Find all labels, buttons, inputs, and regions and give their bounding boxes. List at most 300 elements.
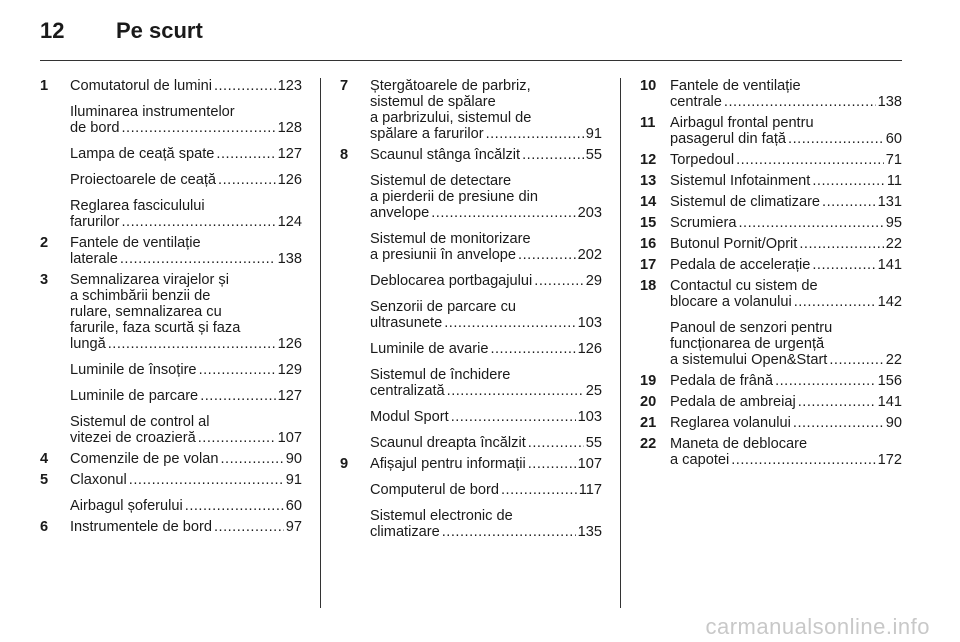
entry-body	[670, 236, 902, 252]
page-reference: 203	[577, 205, 602, 221]
entry-number	[40, 362, 70, 378]
index-entry	[40, 451, 302, 467]
page-reference: 55	[585, 147, 602, 163]
dot-leader	[122, 120, 276, 136]
index-entry	[40, 498, 302, 514]
entry-body	[70, 235, 302, 267]
entry-number: 16	[640, 236, 657, 252]
entry-body	[70, 414, 302, 446]
page-reference: 22	[885, 236, 902, 252]
dot-leader	[198, 430, 276, 446]
entry-number: 21	[640, 415, 657, 431]
entry-number	[40, 172, 70, 188]
entry-last-line	[670, 373, 902, 389]
page-reference: 126	[277, 172, 302, 188]
index-entry	[640, 394, 902, 410]
page-header	[40, 18, 203, 48]
dot-leader	[528, 456, 576, 472]
page-reference: 60	[285, 498, 302, 514]
entry-text-line: ultrasunete	[370, 315, 443, 331]
dot-leader	[214, 519, 284, 535]
entry-text-line: centrale	[670, 94, 722, 110]
index-entry	[640, 78, 902, 110]
page-reference: 22	[885, 352, 902, 368]
entry-number: 13	[640, 173, 657, 189]
index-entry	[340, 409, 602, 425]
entry-text-line: anvelope	[370, 205, 430, 221]
index-entry	[640, 152, 902, 168]
entry-number: 3	[40, 272, 49, 288]
index-entry	[40, 272, 302, 352]
entry-text-line: Airbagul șoferului	[70, 498, 183, 514]
page-reference: 71	[885, 152, 902, 168]
entry-text-line: Sistemul de detectare	[370, 173, 512, 189]
entry-text-line: Reglarea fasciculului	[70, 198, 205, 214]
index-entry	[340, 147, 602, 163]
entry-last-line	[670, 294, 902, 310]
entry-body	[370, 147, 602, 163]
entry-number	[340, 173, 370, 221]
entry-number: 8	[340, 147, 349, 163]
entry-text-line: Reglarea volanului	[670, 415, 791, 431]
entry-number	[640, 320, 670, 368]
entry-number: 12	[640, 152, 657, 168]
page-reference: 60	[885, 131, 902, 147]
page-reference: 91	[285, 472, 302, 488]
dot-leader	[214, 78, 276, 94]
entry-body	[670, 320, 902, 368]
index-entry	[340, 456, 602, 472]
entry-text-line: farurile, faza scurtă și faza	[70, 320, 241, 336]
entry-number: 14	[640, 194, 657, 210]
page-reference: 107	[577, 456, 602, 472]
page-reference: 156	[877, 373, 902, 389]
entry-text-line: Comenzile de pe volan	[70, 451, 219, 467]
index-entry	[40, 388, 302, 404]
page-reference: 141	[877, 394, 902, 410]
entry-text-line: vitezei de croazieră	[70, 430, 196, 446]
entry-number	[340, 231, 370, 263]
entry-last-line	[370, 341, 602, 357]
entry-text-line: a capotei	[670, 452, 730, 468]
dot-leader	[812, 173, 885, 189]
entry-last-line	[70, 172, 302, 188]
entry-last-line	[370, 273, 602, 289]
entry-body	[70, 519, 302, 535]
page-reference: 29	[585, 273, 602, 289]
entry-number	[340, 482, 370, 498]
entry-text-line: Luminile de însoțire	[70, 362, 197, 378]
dot-leader	[486, 126, 584, 142]
entry-body	[70, 498, 302, 514]
dot-leader	[775, 373, 876, 389]
index-entry	[40, 104, 302, 136]
entry-text-line: Iluminarea instrumentelor	[70, 104, 235, 120]
index-entry	[640, 215, 902, 231]
dot-leader	[501, 482, 577, 498]
page-title: Pe scurt	[116, 18, 203, 43]
index-entry	[640, 373, 902, 389]
entry-number	[340, 435, 370, 451]
page-reference: 25	[585, 383, 602, 399]
dot-leader	[794, 294, 876, 310]
entry-body	[370, 482, 602, 498]
index-entry	[40, 235, 302, 267]
page-reference: 138	[877, 94, 902, 110]
page-reference: 202	[577, 247, 602, 263]
entry-last-line	[370, 456, 602, 472]
entry-body	[670, 78, 902, 110]
index-entry	[340, 299, 602, 331]
entry-text-line: Panoul de senzori pentru	[670, 320, 833, 336]
entry-text-line: Scaunul stânga încălzit	[370, 147, 521, 163]
entry-number: 10	[640, 78, 657, 94]
entry-text-line: Maneta de deblocare	[670, 436, 808, 452]
entry-body	[70, 104, 302, 136]
entry-text-line: a parbrizului, sistemul de	[370, 110, 532, 126]
entry-body	[670, 394, 902, 410]
entry-text-line: Computerul de bord	[370, 482, 499, 498]
index-entry	[40, 198, 302, 230]
dot-leader	[518, 247, 576, 263]
entry-text-line: Instrumentele de bord	[70, 519, 212, 535]
index-entry	[340, 78, 602, 142]
column-divider	[620, 78, 621, 608]
dot-leader	[528, 435, 584, 451]
page-reference: 126	[277, 336, 302, 352]
entry-number	[340, 341, 370, 357]
dot-leader	[812, 257, 875, 273]
entry-text-line: funcționarea de urgență	[670, 336, 825, 352]
entry-body	[70, 78, 302, 94]
entry-body	[70, 272, 302, 352]
page-reference: 127	[277, 388, 302, 404]
page-reference: 124	[277, 214, 302, 230]
entry-number: 11	[640, 115, 656, 131]
entry-body	[70, 198, 302, 230]
entry-text-line: Luminile de avarie	[370, 341, 489, 357]
index-entry	[340, 482, 602, 498]
entry-text-line: climatizare	[370, 524, 440, 540]
entry-last-line	[370, 383, 602, 399]
entry-text-line: Scrumiera	[670, 215, 737, 231]
index-entry	[640, 173, 902, 189]
entry-last-line	[670, 131, 902, 147]
entry-last-line	[370, 315, 602, 331]
entry-text-line: Claxonul	[70, 472, 127, 488]
entry-text-line: Deblocarea portbagajului	[370, 273, 533, 289]
entry-text-line: lungă	[70, 336, 106, 352]
page-reference: 97	[285, 519, 302, 535]
entry-number: 9	[340, 456, 349, 472]
entry-body	[370, 78, 602, 142]
entry-body	[370, 173, 602, 221]
entry-last-line	[670, 415, 902, 431]
entry-number: 15	[640, 215, 657, 231]
entry-text-line: Senzorii de parcare cu	[370, 299, 517, 315]
entry-number	[340, 299, 370, 331]
entry-text-line: a schimbării benzii de	[70, 288, 211, 304]
entry-body	[370, 409, 602, 425]
entry-last-line	[370, 247, 602, 263]
entry-body	[70, 362, 302, 378]
entry-text-line: de bord	[70, 120, 120, 136]
header-rule	[40, 60, 902, 61]
page-number: 12	[40, 18, 65, 43]
index-entry	[340, 341, 602, 357]
entry-last-line	[670, 94, 902, 110]
entry-last-line	[670, 452, 902, 468]
index-column-3	[640, 78, 902, 473]
entry-last-line	[70, 388, 302, 404]
index-entry	[640, 194, 902, 210]
dot-leader	[185, 498, 284, 514]
entry-number	[340, 273, 370, 289]
entry-body	[670, 115, 902, 147]
entry-text-line: Sistemul de control al	[70, 414, 210, 430]
index-entry	[340, 367, 602, 399]
entry-text-line: Torpedoul	[670, 152, 735, 168]
entry-body	[370, 435, 602, 451]
dot-leader	[736, 152, 884, 168]
page-reference: 142	[877, 294, 902, 310]
entry-number	[340, 409, 370, 425]
page-reference: 172	[877, 452, 902, 468]
entry-number	[40, 498, 70, 514]
entry-body	[370, 456, 602, 472]
page-reference: 95	[885, 215, 902, 231]
entry-text-line: centralizată	[370, 383, 445, 399]
entry-number	[340, 367, 370, 399]
entry-last-line	[370, 409, 602, 425]
entry-text-line: a pierderii de presiune din	[370, 189, 538, 205]
entry-text-line: blocare a volanului	[670, 294, 792, 310]
entry-number	[40, 198, 70, 230]
entry-number	[40, 104, 70, 136]
entry-body	[670, 278, 902, 310]
entry-last-line	[670, 194, 902, 210]
entry-body	[670, 152, 902, 168]
index-column-1	[40, 78, 302, 540]
dot-leader	[216, 146, 275, 162]
index-entry	[640, 278, 902, 310]
dot-leader	[724, 94, 876, 110]
entry-last-line	[370, 126, 602, 142]
dot-leader	[218, 172, 276, 188]
entry-text-line: Pedala de accelerație	[670, 257, 811, 273]
index-entry	[340, 273, 602, 289]
entry-last-line	[370, 147, 602, 163]
entry-last-line	[670, 173, 902, 189]
dot-leader	[799, 236, 883, 252]
entry-last-line	[370, 482, 602, 498]
entry-last-line	[70, 251, 302, 267]
index-entry	[340, 173, 602, 221]
dot-leader	[490, 341, 575, 357]
page-reference: 91	[585, 126, 602, 142]
entry-body	[70, 172, 302, 188]
entry-last-line	[670, 352, 902, 368]
page-reference: 107	[277, 430, 302, 446]
entry-last-line	[370, 205, 602, 221]
entry-last-line	[670, 257, 902, 273]
entry-text-line: Scaunul dreapta încălzit	[370, 435, 526, 451]
entry-text-line: Contactul cu sistem de	[670, 278, 818, 294]
index-entry	[640, 436, 902, 468]
dot-leader	[822, 194, 876, 210]
column-divider	[320, 78, 321, 608]
entry-number	[40, 388, 70, 404]
entry-last-line	[70, 336, 302, 352]
entry-body	[370, 273, 602, 289]
entry-number: 19	[640, 373, 657, 389]
page-reference: 55	[585, 435, 602, 451]
entry-text-line: Modul Sport	[370, 409, 449, 425]
page-reference: 127	[277, 146, 302, 162]
dot-leader	[829, 352, 883, 368]
entry-last-line	[70, 519, 302, 535]
entry-text-line: Ștergătoarele de parbriz,	[370, 78, 531, 94]
entry-last-line	[70, 362, 302, 378]
entry-body	[370, 367, 602, 399]
index-entry	[640, 115, 902, 147]
entry-text-line: pasagerul din față	[670, 131, 787, 147]
entry-body	[70, 388, 302, 404]
dot-leader	[534, 273, 584, 289]
entry-number: 5	[40, 472, 49, 488]
index-entry	[340, 435, 602, 451]
dot-leader	[798, 394, 876, 410]
index-entry	[40, 78, 302, 94]
dot-leader	[447, 383, 584, 399]
entry-text-line: Airbagul frontal pentru	[670, 115, 814, 131]
page-reference: 131	[877, 194, 902, 210]
page-reference: 103	[577, 315, 602, 331]
index-entry	[40, 414, 302, 446]
entry-body	[670, 215, 902, 231]
dot-leader	[200, 388, 275, 404]
entry-body	[670, 415, 902, 431]
entry-text-line: Sistemul electronic de	[370, 508, 513, 524]
dot-leader	[442, 524, 576, 540]
entry-text-line: Pedala de frână	[670, 373, 774, 389]
index-entry	[640, 257, 902, 273]
entry-text-line: Comutatorul de lumini	[70, 78, 212, 94]
index-entry	[40, 362, 302, 378]
entry-body	[70, 451, 302, 467]
dot-leader	[199, 362, 276, 378]
page-reference: 103	[577, 409, 602, 425]
entry-body	[670, 373, 902, 389]
entry-body	[70, 146, 302, 162]
entry-last-line	[370, 524, 602, 540]
page-reference: 90	[885, 415, 902, 431]
entry-number: 6	[40, 519, 49, 535]
entry-text-line: Pedala de ambreiaj	[670, 394, 796, 410]
entry-number: 17	[640, 257, 657, 273]
entry-number	[340, 508, 370, 540]
entry-text-line: a presiunii în anvelope	[370, 247, 517, 263]
page-reference: 129	[277, 362, 302, 378]
dot-leader	[793, 415, 884, 431]
entry-last-line	[70, 472, 302, 488]
entry-text-line: Luminile de parcare	[70, 388, 199, 404]
entry-text-line: Sistemul de închidere	[370, 367, 511, 383]
entry-body	[70, 472, 302, 488]
index-column-2	[340, 78, 602, 545]
index-entry	[40, 472, 302, 488]
entry-number: 1	[40, 78, 49, 94]
entry-number: 20	[640, 394, 657, 410]
dot-leader	[220, 451, 283, 467]
dot-leader	[108, 336, 276, 352]
entry-last-line	[70, 498, 302, 514]
dot-leader	[121, 214, 275, 230]
page-reference: 123	[277, 78, 302, 94]
entry-text-line: Sistemul de climatizare	[670, 194, 821, 210]
entry-text-line: a sistemului Open&Start	[670, 352, 828, 368]
entry-body	[670, 257, 902, 273]
entry-last-line	[70, 78, 302, 94]
entry-number: 4	[40, 451, 49, 467]
entry-text-line: Sistemul de monitorizare	[370, 231, 531, 247]
entry-number: 18	[640, 278, 657, 294]
entry-number: 7	[340, 78, 349, 94]
entry-text-line: Sistemul Infotainment	[670, 173, 811, 189]
page-reference: 90	[285, 451, 302, 467]
entry-text-line: laterale	[70, 251, 118, 267]
page-reference: 126	[577, 341, 602, 357]
dot-leader	[739, 215, 884, 231]
entry-last-line	[70, 214, 302, 230]
page-reference: 11	[886, 173, 902, 189]
dot-leader	[522, 147, 584, 163]
entry-body	[370, 341, 602, 357]
entry-text-line: Proiectoarele de ceață	[70, 172, 217, 188]
index-entry	[340, 231, 602, 263]
entry-number: 2	[40, 235, 49, 251]
index-entry	[640, 236, 902, 252]
entry-text-line: Fantele de ventilație	[670, 78, 801, 94]
dot-leader	[129, 472, 284, 488]
entry-text-line: Fantele de ventilație	[70, 235, 201, 251]
entry-text-line: Lampa de ceață spate	[70, 146, 215, 162]
dot-leader	[731, 452, 875, 468]
watermark: carmanualsonline.info	[705, 614, 930, 639]
entry-number	[40, 414, 70, 446]
entry-text-line: Semnalizarea virajelor și	[70, 272, 229, 288]
entry-number	[40, 146, 70, 162]
entry-number: 22	[640, 436, 657, 452]
index-entry	[340, 508, 602, 540]
dot-leader	[788, 131, 884, 147]
entry-body	[670, 436, 902, 468]
entry-body	[370, 508, 602, 540]
entry-text-line: rulare, semnalizarea cu	[70, 304, 222, 320]
index-entry	[40, 146, 302, 162]
entry-last-line	[670, 236, 902, 252]
page-reference: 128	[277, 120, 302, 136]
entry-last-line	[670, 394, 902, 410]
entry-body	[670, 173, 902, 189]
entry-last-line	[70, 146, 302, 162]
page-reference: 138	[277, 251, 302, 267]
entry-last-line	[670, 152, 902, 168]
entry-text-line: sistemul de spălare	[370, 94, 496, 110]
entry-last-line	[670, 215, 902, 231]
page-reference: 141	[877, 257, 902, 273]
entry-last-line	[70, 120, 302, 136]
